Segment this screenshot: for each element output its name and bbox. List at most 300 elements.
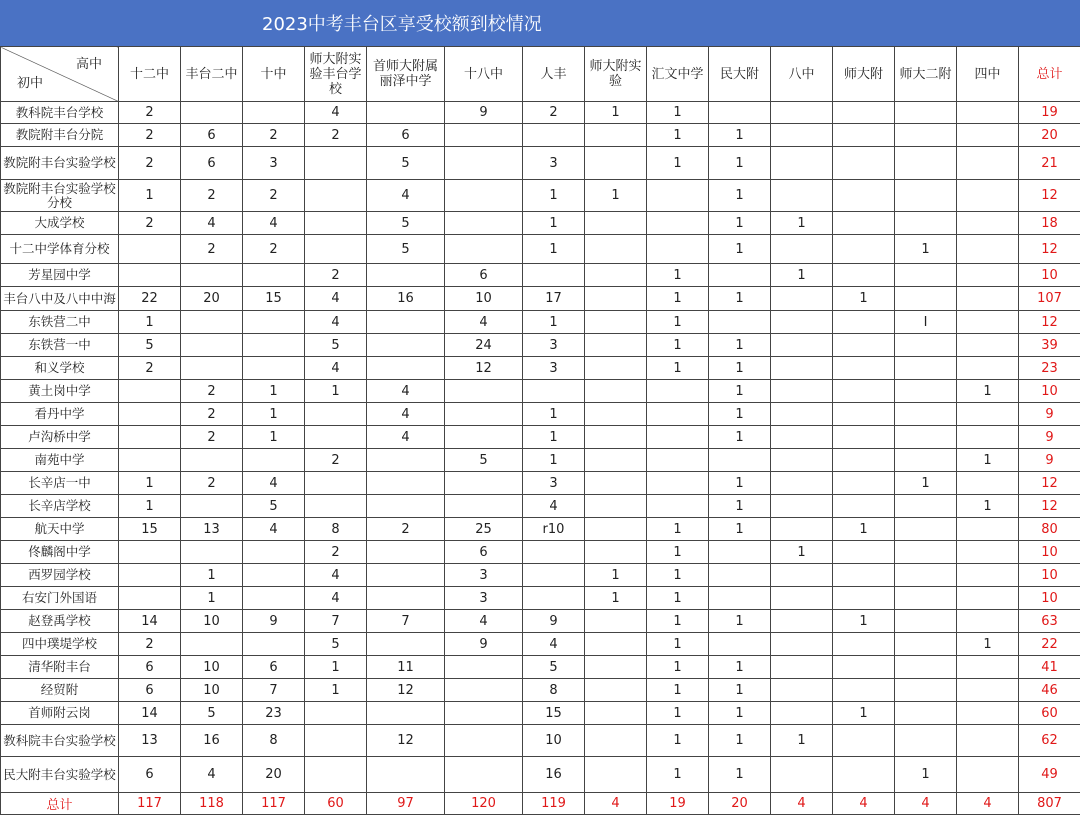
quota-cell [957, 264, 1019, 287]
quota-cell: 4 [305, 102, 367, 124]
column-header: 师大二附 [895, 47, 957, 102]
quota-cell: 4 [181, 212, 243, 235]
quota-cell [243, 587, 305, 610]
quota-cell [445, 124, 523, 147]
quota-cell [585, 541, 647, 564]
quota-cell: 1 [957, 449, 1019, 472]
quota-cell [243, 311, 305, 334]
quota-cell: 1 [181, 587, 243, 610]
quota-cell: 3 [445, 587, 523, 610]
quota-cell [771, 702, 833, 725]
quota-cell: 5 [367, 235, 445, 264]
quota-cell: 1 [243, 380, 305, 403]
quota-cell: 1 [709, 124, 771, 147]
quota-cell: 16 [181, 725, 243, 757]
table-row [1, 757, 1080, 793]
quota-cell [647, 472, 709, 495]
quota-cell [957, 679, 1019, 702]
corner-header [1, 47, 119, 102]
quota-cell: 13 [119, 725, 181, 757]
table-row [1, 212, 1080, 235]
row-school-name: 教科院丰台实验学校 [1, 725, 119, 757]
quota-cell [585, 633, 647, 656]
quota-cell [647, 235, 709, 264]
quota-cell [181, 102, 243, 124]
total-cell: 97 [367, 793, 445, 815]
quota-cell [833, 725, 895, 757]
quota-cell: 1 [709, 334, 771, 357]
quota-cell [367, 102, 445, 124]
quota-cell [709, 587, 771, 610]
quota-cell [585, 147, 647, 180]
quota-cell [119, 380, 181, 403]
quota-cell: 2 [243, 180, 305, 212]
quota-cell: 15 [243, 287, 305, 311]
quota-cell [709, 541, 771, 564]
quota-cell: 4 [305, 287, 367, 311]
quota-cell [895, 212, 957, 235]
quota-cell [647, 426, 709, 449]
row-school-name: 教院附丰台分院 [1, 124, 119, 147]
row-total-cell: 41 [1019, 656, 1080, 679]
quota-cell [833, 656, 895, 679]
quota-cell: 6 [119, 679, 181, 702]
table-row [1, 235, 1080, 264]
quota-cell: 6 [445, 541, 523, 564]
quota-cell: 7 [305, 610, 367, 633]
quota-cell [367, 587, 445, 610]
quota-cell [585, 656, 647, 679]
quota-cell [585, 702, 647, 725]
quota-cell: 6 [445, 264, 523, 287]
quota-cell: 2 [181, 403, 243, 426]
quota-cell [895, 725, 957, 757]
quota-cell [895, 102, 957, 124]
row-school-name: 南苑中学 [1, 449, 119, 472]
row-total-cell: 22 [1019, 633, 1080, 656]
row-total-cell: 12 [1019, 495, 1080, 518]
quota-cell [895, 403, 957, 426]
quota-cell: 23 [243, 702, 305, 725]
quota-cell: 5 [181, 702, 243, 725]
total-cell: 119 [523, 793, 585, 815]
quota-cell: 4 [367, 380, 445, 403]
row-total-cell: 60 [1019, 702, 1080, 725]
quota-cell [585, 449, 647, 472]
total-row-label: 总计 [1, 793, 119, 815]
quota-cell: 1 [585, 564, 647, 587]
quota-cell: 1 [709, 656, 771, 679]
quota-cell: 1 [709, 518, 771, 541]
quota-cell: 1 [647, 264, 709, 287]
quota-cell [957, 147, 1019, 180]
quota-cell [771, 472, 833, 495]
table-row [1, 679, 1080, 702]
quota-cell [445, 725, 523, 757]
row-total-cell: 9 [1019, 403, 1080, 426]
quota-cell [895, 380, 957, 403]
quota-cell [771, 403, 833, 426]
column-header: 十中 [243, 47, 305, 102]
row-total-cell: 9 [1019, 449, 1080, 472]
quota-cell: 25 [445, 518, 523, 541]
quota-cell: 2 [119, 124, 181, 147]
quota-cell [895, 426, 957, 449]
quota-cell: 1 [709, 610, 771, 633]
column-header: 四中 [957, 47, 1019, 102]
quota-cell: 1 [119, 472, 181, 495]
quota-cell [957, 472, 1019, 495]
quota-cell [957, 757, 1019, 793]
total-cell: 118 [181, 793, 243, 815]
quota-cell [445, 757, 523, 793]
quota-cell [445, 180, 523, 212]
quota-cell [367, 311, 445, 334]
column-header: 人丰 [523, 47, 585, 102]
quota-cell [709, 564, 771, 587]
quota-cell: 1 [833, 287, 895, 311]
quota-cell: 6 [119, 656, 181, 679]
quota-cell: 4 [305, 564, 367, 587]
row-total-cell: 62 [1019, 725, 1080, 757]
row-total-cell: 80 [1019, 518, 1080, 541]
quota-cell [305, 212, 367, 235]
quota-cell: 4 [523, 633, 585, 656]
quota-cell: 2 [119, 147, 181, 180]
quota-cell [833, 212, 895, 235]
quota-cell: 1 [647, 656, 709, 679]
quota-cell: 1 [647, 610, 709, 633]
row-school-name: 航天中学 [1, 518, 119, 541]
table-body [1, 102, 1080, 815]
row-school-name: 清华附丰台 [1, 656, 119, 679]
quota-cell [445, 656, 523, 679]
quota-cell [523, 564, 585, 587]
quota-cell [119, 235, 181, 264]
quota-cell [771, 124, 833, 147]
row-total-cell: 63 [1019, 610, 1080, 633]
quota-cell: 2 [305, 264, 367, 287]
column-header-total: 总计 [1019, 47, 1080, 102]
quota-cell: 1 [957, 380, 1019, 403]
quota-cell: 5 [445, 449, 523, 472]
quota-cell [771, 633, 833, 656]
quota-cell [771, 235, 833, 264]
quota-cell [709, 311, 771, 334]
quota-cell: 1 [895, 235, 957, 264]
quota-cell: 5 [305, 633, 367, 656]
quota-cell [833, 124, 895, 147]
quota-cell: 5 [305, 334, 367, 357]
quota-cell [367, 633, 445, 656]
table-row [1, 380, 1080, 403]
quota-cell [119, 449, 181, 472]
row-school-name: 首师附云岗 [1, 702, 119, 725]
table-row [1, 147, 1080, 180]
quota-cell [367, 449, 445, 472]
row-total-cell: 18 [1019, 212, 1080, 235]
quota-cell: 1 [647, 757, 709, 793]
quota-cell: 2 [367, 518, 445, 541]
row-total-cell: 10 [1019, 587, 1080, 610]
total-cell: 807 [1019, 793, 1080, 815]
quota-cell [647, 495, 709, 518]
quota-cell: 1 [647, 147, 709, 180]
quota-cell: 1 [585, 102, 647, 124]
quota-cell: 1 [243, 426, 305, 449]
quota-cell [957, 124, 1019, 147]
quota-cell: 16 [523, 757, 585, 793]
quota-cell: 1 [523, 180, 585, 212]
quota-cell: 9 [243, 610, 305, 633]
quota-cell: 10 [445, 287, 523, 311]
quota-cell [957, 212, 1019, 235]
quota-cell: 2 [305, 449, 367, 472]
quota-cell [771, 757, 833, 793]
quota-cell: 1 [647, 633, 709, 656]
quota-cell [367, 334, 445, 357]
quota-cell: 11 [367, 656, 445, 679]
quota-cell [833, 334, 895, 357]
quota-cell: 4 [367, 403, 445, 426]
quota-cell: 6 [181, 124, 243, 147]
column-header: 首师大附属丽泽中学 [367, 47, 445, 102]
row-total-cell: 12 [1019, 235, 1080, 264]
quota-cell [771, 102, 833, 124]
quota-cell: 6 [243, 656, 305, 679]
row-school-name: 卢沟桥中学 [1, 426, 119, 449]
quota-cell: 5 [243, 495, 305, 518]
quota-cell: 2 [119, 633, 181, 656]
quota-cell: I [895, 311, 957, 334]
row-total-cell: 10 [1019, 380, 1080, 403]
quota-cell: 9 [523, 610, 585, 633]
table-row [1, 564, 1080, 587]
quota-cell: 1 [709, 357, 771, 380]
quota-cell: 4 [181, 757, 243, 793]
row-total-cell: 23 [1019, 357, 1080, 380]
column-header: 丰台二中 [181, 47, 243, 102]
quota-cell [957, 518, 1019, 541]
row-school-name: 东铁营二中 [1, 311, 119, 334]
quota-cell [895, 287, 957, 311]
quota-cell [895, 587, 957, 610]
quota-cell [895, 633, 957, 656]
quota-cell: 6 [181, 147, 243, 180]
quota-cell: 2 [181, 472, 243, 495]
quota-cell: 1 [647, 587, 709, 610]
quota-cell [445, 212, 523, 235]
quota-cell: 4 [367, 426, 445, 449]
quota-cell: 13 [181, 518, 243, 541]
table-row [1, 541, 1080, 564]
quota-cell [771, 449, 833, 472]
quota-cell: 1 [585, 587, 647, 610]
row-school-name: 右安门外国语 [1, 587, 119, 610]
quota-cell: 2 [305, 124, 367, 147]
quota-cell [895, 564, 957, 587]
row-total-cell: 20 [1019, 124, 1080, 147]
quota-cell [771, 334, 833, 357]
quota-cell: 1 [709, 495, 771, 518]
quota-cell: 10 [181, 679, 243, 702]
table-row [1, 311, 1080, 334]
quota-cell [833, 403, 895, 426]
quota-cell: 4 [367, 180, 445, 212]
quota-cell [957, 656, 1019, 679]
quota-cell: 2 [181, 235, 243, 264]
quota-cell [305, 147, 367, 180]
quota-cell: 6 [119, 757, 181, 793]
row-total-cell: 12 [1019, 311, 1080, 334]
quota-cell [833, 426, 895, 449]
row-school-name: 四中璞堤学校 [1, 633, 119, 656]
quota-cell [833, 235, 895, 264]
row-school-name: 西罗园学校 [1, 564, 119, 587]
quota-cell [243, 102, 305, 124]
quota-cell: 2 [181, 380, 243, 403]
quota-cell: 5 [367, 147, 445, 180]
quota-cell [523, 264, 585, 287]
quota-cell: 4 [243, 212, 305, 235]
quota-cell: 5 [367, 212, 445, 235]
quota-cell [305, 426, 367, 449]
quota-cell [647, 403, 709, 426]
quota-cell [771, 426, 833, 449]
row-total-cell: 21 [1019, 147, 1080, 180]
quota-cell: 1 [523, 212, 585, 235]
quota-cell [957, 311, 1019, 334]
quota-cell [771, 518, 833, 541]
total-cell: 4 [833, 793, 895, 815]
table-row [1, 102, 1080, 124]
quota-cell [647, 180, 709, 212]
quota-cell [243, 449, 305, 472]
quota-cell [833, 587, 895, 610]
quota-cell: 1 [647, 311, 709, 334]
quota-cell [585, 124, 647, 147]
quota-cell: 5 [523, 656, 585, 679]
quota-cell [445, 702, 523, 725]
quota-cell [957, 702, 1019, 725]
column-header: 师大附实验丰台学校 [305, 47, 367, 102]
quota-cell [119, 264, 181, 287]
quota-cell [957, 357, 1019, 380]
quota-cell: 1 [647, 102, 709, 124]
quota-cell [833, 541, 895, 564]
quota-cell: 1 [305, 679, 367, 702]
table-row [1, 633, 1080, 656]
row-school-name: 东铁营一中 [1, 334, 119, 357]
quota-cell [445, 380, 523, 403]
quota-cell: 1 [771, 212, 833, 235]
quota-cell [895, 679, 957, 702]
quota-cell: 9 [445, 102, 523, 124]
quota-cell: 1 [119, 495, 181, 518]
quota-cell [957, 725, 1019, 757]
quota-cell: 10 [181, 656, 243, 679]
quota-cell [445, 147, 523, 180]
quota-cell: 16 [367, 287, 445, 311]
quota-cell: 2 [181, 426, 243, 449]
quota-cell: 1 [709, 426, 771, 449]
quota-cell [445, 426, 523, 449]
table-row [1, 334, 1080, 357]
quota-cell [585, 495, 647, 518]
quota-cell: 1 [833, 702, 895, 725]
quota-cell [305, 403, 367, 426]
quota-cell [895, 541, 957, 564]
quota-cell: 1 [895, 757, 957, 793]
total-cell: 60 [305, 793, 367, 815]
quota-cell [243, 334, 305, 357]
quota-cell: 1 [771, 264, 833, 287]
quota-cell [895, 702, 957, 725]
quota-cell: 1 [895, 472, 957, 495]
row-total-cell: 39 [1019, 334, 1080, 357]
quota-cell: 2 [243, 235, 305, 264]
quota-cell: 10 [523, 725, 585, 757]
row-school-name: 民大附丰台实验学校 [1, 757, 119, 793]
row-school-name: 教科院丰台学校 [1, 102, 119, 124]
row-total-cell: 12 [1019, 472, 1080, 495]
quota-cell: 4 [445, 610, 523, 633]
quota-cell: 15 [523, 702, 585, 725]
quota-cell [833, 357, 895, 380]
quota-cell: 3 [243, 147, 305, 180]
quota-cell [181, 264, 243, 287]
row-school-name: 芳星园中学 [1, 264, 119, 287]
quota-cell: 2 [181, 180, 243, 212]
quota-cell: 2 [119, 357, 181, 380]
column-header: 师大附实验 [585, 47, 647, 102]
quota-cell [305, 702, 367, 725]
quota-cell [305, 495, 367, 518]
quota-cell [833, 311, 895, 334]
quota-cell [585, 610, 647, 633]
quota-cell [895, 495, 957, 518]
total-cell: 4 [957, 793, 1019, 815]
quota-cell [771, 311, 833, 334]
quota-cell: 1 [833, 610, 895, 633]
quota-cell: 1 [585, 180, 647, 212]
row-total-cell: 49 [1019, 757, 1080, 793]
quota-cell [585, 311, 647, 334]
quota-cell: 7 [243, 679, 305, 702]
quota-cell: 1 [709, 287, 771, 311]
table-row [1, 495, 1080, 518]
quota-cell [833, 633, 895, 656]
row-total-cell: 19 [1019, 102, 1080, 124]
quota-cell [585, 287, 647, 311]
table-row [1, 124, 1080, 147]
quota-cell [585, 235, 647, 264]
quota-cell: 20 [181, 287, 243, 311]
total-cell: 117 [119, 793, 181, 815]
quota-cell [445, 235, 523, 264]
quota-cell [445, 472, 523, 495]
quota-cell [181, 357, 243, 380]
quota-cell [895, 147, 957, 180]
quota-cell [585, 380, 647, 403]
quota-cell: 1 [523, 426, 585, 449]
quota-cell [585, 725, 647, 757]
quota-cell [833, 264, 895, 287]
quota-cell [445, 495, 523, 518]
quota-cell: 1 [181, 564, 243, 587]
quota-cell: 1 [647, 334, 709, 357]
quota-cell [367, 495, 445, 518]
